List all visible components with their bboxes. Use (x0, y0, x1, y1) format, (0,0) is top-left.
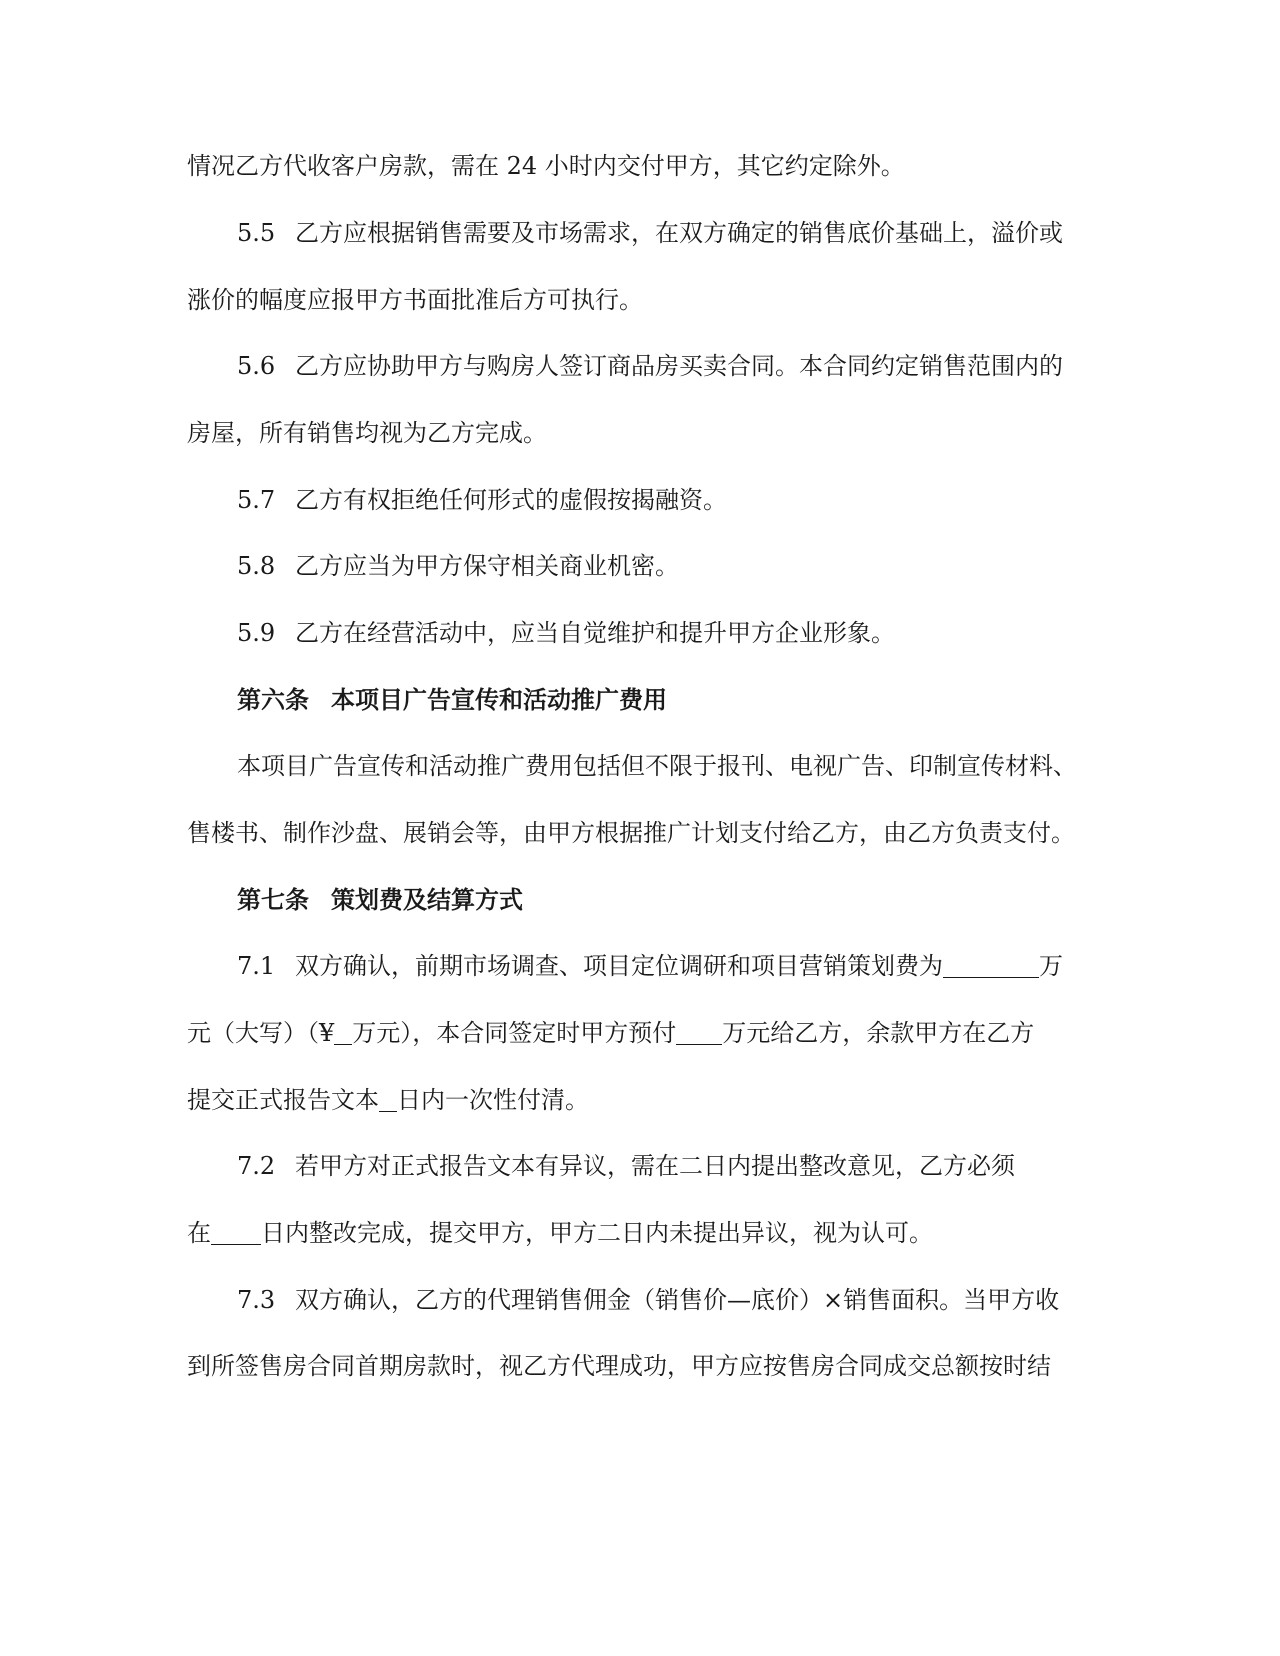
line-text: 到所签售房合同首期房款时，视乙方代理成功，甲方应按售房合同成交总额按时结 (187, 1352, 1051, 1380)
clause-number: 5.7 (237, 486, 276, 514)
article-7-heading (237, 880, 1087, 920)
line-text: 售楼书、制作沙盘、展销会等，由甲方根据推广计划支付给乙方，由乙方负责支付。 (187, 819, 1075, 847)
line-text: 涨价的幅度应报甲方书面批准后方可执行。 (187, 286, 643, 314)
clause-text: 乙方应当为甲方保守相关商业机密。 (295, 552, 679, 580)
fill-in-blank (379, 1083, 397, 1112)
paragraph-line (187, 813, 1087, 853)
fill-in-blank (943, 949, 1039, 978)
fill-in-blank (334, 1016, 352, 1045)
clause-5-6 (237, 346, 1087, 386)
paragraph-line (187, 413, 1087, 453)
line-text: 本项目广告宣传和活动推广费用包括但不限于报刊、电视广告、印制宣传材料、 (237, 752, 1077, 780)
article-6-heading (237, 680, 1087, 720)
clause-number: 5.8 (237, 552, 276, 580)
paragraph-line (187, 1013, 1087, 1053)
clause-text: 万 (1039, 952, 1063, 980)
article-title: 策划费及结算方式 (331, 885, 523, 914)
clause-number: 7.2 (237, 1152, 276, 1180)
clause-number: 7.1 (237, 952, 276, 980)
article-label: 第七条 (237, 885, 309, 914)
paragraph-line (237, 746, 1087, 786)
paragraph-line (187, 146, 1087, 186)
clause-7-3 (237, 1280, 1087, 1320)
line-text: 万元给乙方，余款甲方在乙方 (722, 1019, 1035, 1047)
article-title: 本项目广告宣传和活动推广费用 (331, 685, 667, 714)
line-text: 提交正式报告文本 (187, 1086, 379, 1114)
line-text: 元（大写）（¥ (187, 1019, 335, 1047)
line-text: 情况乙方代收客户房款，需在 24 小时内交付甲方，其它约定除外。 (187, 152, 905, 180)
clause-text: 乙方有权拒绝任何形式的虚假按揭融资。 (295, 486, 727, 514)
clause-text: 乙方在经营活动中，应当自觉维护和提升甲方企业形象。 (295, 619, 895, 647)
paragraph-line (187, 1346, 1087, 1386)
paragraph-line (187, 1213, 1087, 1253)
clause-number: 5.5 (237, 219, 276, 247)
clause-text: 若甲方对正式报告文本有异议，需在二日内提出整改意见，乙方必须 (295, 1152, 1015, 1180)
article-label: 第六条 (237, 685, 309, 714)
clause-5-5 (237, 213, 1087, 253)
fill-in-blank (211, 1216, 261, 1245)
paragraph-line (187, 1080, 1087, 1120)
clause-5-7 (237, 480, 1087, 520)
clause-number: 7.3 (237, 1286, 276, 1314)
clause-number: 5.6 (237, 352, 276, 380)
clause-text: 双方确认，乙方的代理销售佣金（销售价—底价）×销售面积。当甲方收 (295, 1286, 1060, 1314)
clause-5-9 (237, 613, 1087, 653)
clause-text: 乙方应根据销售需要及市场需求，在双方确定的销售底价基础上，溢价或 (295, 219, 1063, 247)
fill-in-blank (676, 1016, 722, 1045)
clause-7-2 (237, 1146, 1087, 1186)
line-text: 日内整改完成，提交甲方，甲方二日内未提出异议，视为认可。 (261, 1219, 933, 1247)
clause-7-1 (237, 946, 1087, 986)
paragraph-line (187, 280, 1087, 320)
clause-5-8 (237, 546, 1087, 586)
clause-number: 5.9 (237, 619, 276, 647)
line-text: 房屋，所有销售均视为乙方完成。 (187, 419, 547, 447)
clause-text: 双方确认，前期市场调查、项目定位调研和项目营销策划费为 (295, 952, 943, 980)
line-text: 日内一次性付清。 (397, 1086, 589, 1114)
line-text: 万元），本合同签定时甲方预付 (352, 1019, 677, 1047)
clause-text: 乙方应协助甲方与购房人签订商品房买卖合同。本合同约定销售范围内的 (295, 352, 1063, 380)
line-text: 在 (187, 1219, 211, 1247)
